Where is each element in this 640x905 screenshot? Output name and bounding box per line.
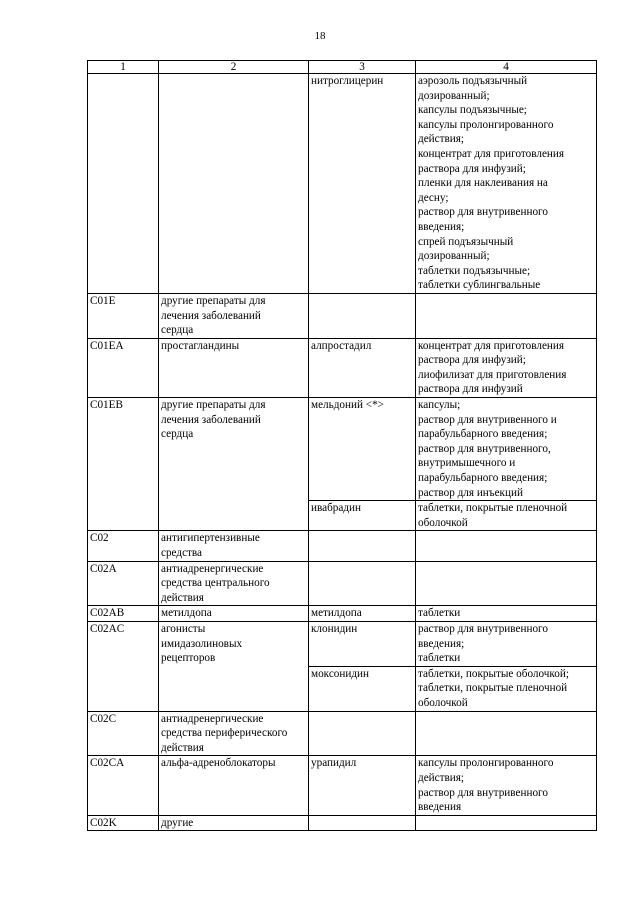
group-name-line: имидазолиновых (161, 637, 243, 650)
table-row (88, 756, 597, 815)
column-header-2: 2 (159, 61, 309, 74)
dosage-form-line: спрей подъязычный (418, 235, 514, 248)
drug-name-cell: моксонидин (309, 666, 416, 711)
dosage-form-line: раствор для внутривенного (418, 206, 548, 219)
drug-name-cell (309, 815, 416, 831)
table-row (88, 293, 597, 338)
dosage-form-line: концентрат для приготовления (418, 147, 565, 160)
group-name-line: действия (161, 741, 204, 754)
group-name-cell (159, 293, 309, 338)
dosage-forms-cell (416, 606, 597, 622)
dosage-form-line: раствора для инфузий; (418, 354, 526, 367)
group-name-line: рецепторов (161, 652, 216, 665)
column-header-4: 4 (416, 61, 597, 74)
group-name-cell (159, 398, 309, 531)
dosage-form-line: таблетки, покрытые оболочкой; (418, 667, 569, 680)
dosage-form-line: парабульбарного введения; (418, 428, 548, 441)
group-name-line: сердца (161, 428, 194, 441)
drug-table (87, 60, 597, 831)
atc-code-cell: C02 (88, 531, 159, 561)
group-name-line: метилдопа (161, 607, 212, 620)
group-name-line: агонисты (161, 622, 206, 635)
dosage-forms-cell (416, 398, 597, 501)
group-name-line: действия (161, 591, 204, 604)
group-name-line: средства (161, 547, 203, 559)
dosage-forms-cell (416, 711, 597, 756)
group-name-cell (159, 338, 309, 397)
dosage-form-line: введения (418, 801, 462, 814)
dosage-forms-cell (416, 756, 597, 815)
dosage-forms-cell (416, 74, 597, 294)
dosage-form-line: раствор для внутривенного (418, 622, 548, 635)
group-name-line: сердца (161, 324, 194, 337)
dosage-form-line: десну; (418, 191, 449, 204)
dosage-form-line: введения; (418, 220, 465, 233)
dosage-form-line: действия; (418, 133, 465, 146)
dosage-form-line: раствор для инъекций (418, 486, 523, 499)
dosage-form-line: введения; (418, 637, 465, 650)
drug-name-cell: алпростадил (309, 338, 416, 397)
dosage-form-line: раствор для внутривенного, (418, 442, 551, 455)
table-row (88, 606, 597, 622)
group-name-line: альфа-адреноблокаторы (161, 757, 276, 770)
dosage-form-line: раствора для инфузий (418, 383, 523, 396)
group-name-cell (159, 621, 309, 711)
dosage-form-line: раствор для внутривенного и (418, 413, 557, 426)
dosage-form-line: капсулы пролонгированного (418, 118, 554, 131)
dosage-form-line: парабульбарного введения; (418, 472, 548, 485)
atc-code-cell: C01EB (88, 398, 159, 531)
dosage-forms-cell (416, 815, 597, 831)
dosage-form-line: лиофилизат для приготовления (418, 368, 567, 381)
group-name-line: средства центрального (161, 577, 270, 590)
drug-name-cell: мельдоний <*> (309, 398, 416, 501)
dosage-form-line: капсулы пролонгированного (418, 757, 554, 770)
dosage-forms-cell (416, 531, 597, 561)
atc-code-cell: C02K (88, 815, 159, 831)
dosage-form-line: действия; (418, 771, 465, 784)
group-name-line: антигипертензивные (161, 532, 260, 545)
column-header-3: 3 (309, 61, 416, 74)
drug-name-cell (309, 531, 416, 561)
dosage-form-line: оболочкой (418, 516, 468, 529)
dosage-form-line: концентрат для приготовления (418, 339, 565, 352)
dosage-form-line: дозированный; (418, 250, 490, 263)
table-row (88, 338, 597, 397)
dosage-form-line: таблетки (418, 607, 461, 620)
group-name-line: антиадренергические (161, 562, 264, 575)
dosage-form-line: таблетки (418, 652, 461, 665)
dosage-forms-cell (416, 621, 597, 666)
group-name-cell (159, 711, 309, 756)
atc-code-cell: C02AB (88, 606, 159, 622)
atc-code-cell: C02C (88, 711, 159, 756)
dosage-form-line: таблетки, покрытые пленочной (418, 682, 568, 695)
group-name-line: другие препараты для (161, 294, 266, 307)
table-row (88, 711, 597, 756)
drug-name-cell (309, 561, 416, 606)
group-name-cell (159, 531, 309, 561)
group-name-line: другие (161, 816, 194, 829)
table-row (88, 561, 597, 606)
column-header-1: 1 (88, 61, 159, 74)
table-row (88, 74, 597, 294)
drug-name-cell (309, 293, 416, 338)
dosage-form-line: таблетки, покрытые пленочной (418, 502, 568, 515)
table-row (88, 815, 597, 831)
drug-name-cell: нитроглицерин (309, 74, 416, 294)
group-name-line: другие препараты для (161, 399, 266, 412)
table-body (88, 74, 597, 831)
dosage-forms-cell (416, 501, 597, 531)
drug-name-cell: метилдопа (309, 606, 416, 622)
dosage-forms-cell (416, 293, 597, 338)
group-name-cell (159, 74, 309, 294)
dosage-form-line: раствор для внутривенного (418, 786, 548, 799)
dosage-form-line: капсулы подъязычные; (418, 104, 527, 117)
group-name-cell (159, 756, 309, 815)
group-name-line: лечения заболеваний (161, 309, 261, 322)
group-name-cell (159, 815, 309, 831)
dosage-form-line: аэрозоль подъязычный (418, 75, 528, 87)
dosage-form-line: капсулы; (418, 399, 461, 412)
dosage-form-line: раствора для инфузий; (418, 162, 526, 175)
group-name-line: лечения заболеваний (161, 413, 261, 426)
dosage-form-line: таблетки сублингвальные (418, 279, 541, 292)
dosage-forms-cell (416, 666, 597, 711)
atc-code-cell (88, 74, 159, 294)
dosage-form-line: таблетки подъязычные; (418, 264, 531, 277)
group-name-cell (159, 606, 309, 622)
dosage-form-line: оболочкой (418, 696, 468, 709)
group-name-cell (159, 561, 309, 606)
dosage-form-line: дозированный; (418, 89, 490, 102)
page-number: 18 (314, 30, 326, 42)
atc-code-cell: C02CA (88, 756, 159, 815)
atc-code-cell: C01E (88, 293, 159, 338)
table-header-row (88, 61, 597, 74)
table-row (88, 621, 597, 666)
drug-name-cell: клонидин (309, 621, 416, 666)
drug-name-cell: урапидил (309, 756, 416, 815)
atc-code-cell: C01EA (88, 338, 159, 397)
dosage-form-line: пленки для наклеивания на (418, 177, 548, 190)
group-name-line: антиадренергические (161, 712, 264, 725)
drug-name-cell: ивабрадин (309, 501, 416, 531)
dosage-forms-cell (416, 338, 597, 397)
group-name-line: простагландины (161, 339, 240, 352)
atc-code-cell: C02A (88, 561, 159, 606)
dosage-forms-cell (416, 561, 597, 606)
dosage-form-line: внутримышечного и (418, 457, 516, 470)
group-name-line: средства периферического (161, 727, 288, 740)
table-row (88, 398, 597, 501)
table-row (88, 531, 597, 561)
drug-name-cell (309, 711, 416, 756)
atc-code-cell: C02AC (88, 621, 159, 711)
